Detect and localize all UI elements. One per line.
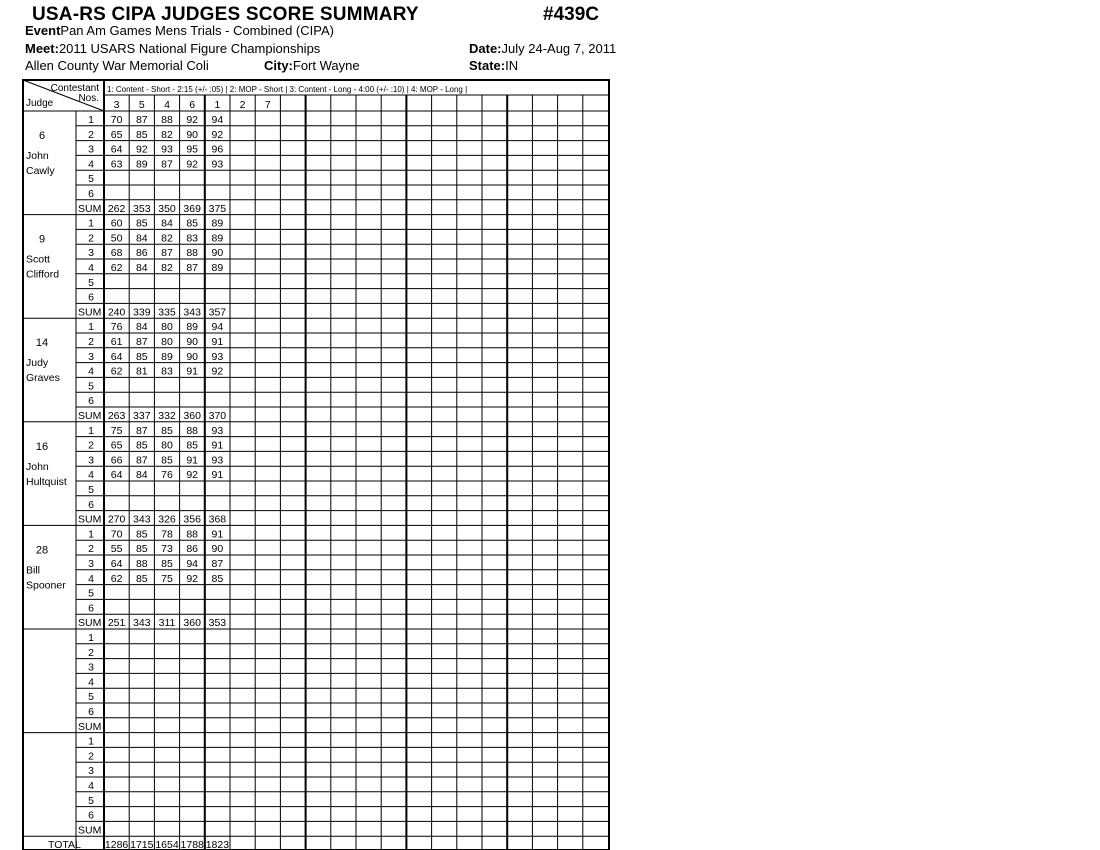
score-cell: 83: [186, 232, 199, 245]
score-cell: 90: [186, 336, 199, 348]
sum-label: SUM: [78, 202, 102, 215]
sum-cell: 356: [183, 513, 201, 526]
sum-cell: 350: [158, 202, 176, 215]
criterion-label: 4: [88, 780, 94, 792]
criterion-label: 2: [88, 543, 94, 556]
criteria-legend: 1: Content - Short - 2:15 (+/- :05) | 2: MOP - Short | 3: Content - Long - 4:00 (+/- :10) | 4: MOP - Long |: [107, 85, 468, 94]
criterion-label: 6: [88, 706, 94, 718]
score-cell: 92: [135, 143, 148, 156]
sum-label: SUM: [78, 410, 102, 422]
score-cell: 55: [110, 543, 123, 556]
score-cell: 87: [161, 158, 173, 171]
criterion-label: 1: [88, 424, 94, 437]
sum-cell: 332: [158, 410, 176, 422]
score-cell: 78: [161, 528, 173, 541]
score-cell: 50: [110, 232, 123, 245]
date-value: July 24-Aug 7, 2011: [501, 41, 617, 56]
sum-cell: 375: [208, 202, 227, 215]
judge-number: 28: [35, 544, 49, 557]
score-cell: 84: [135, 232, 148, 245]
score-cell: 85: [161, 558, 173, 570]
score-cell: 87: [135, 454, 148, 467]
sum-cell: 263: [107, 410, 126, 422]
score-cell: 62: [110, 365, 123, 378]
score-cell: 85: [135, 350, 148, 363]
criterion-label: 2: [88, 232, 94, 245]
criterion-label: 6: [88, 498, 94, 511]
criterion-label: 2: [88, 646, 94, 659]
criterion-label: 4: [88, 158, 94, 171]
criterion-label: 6: [88, 602, 94, 615]
score-cell: 64: [110, 558, 123, 570]
score-cell: 85: [211, 572, 224, 585]
sum-label: SUM: [78, 720, 102, 733]
sum-cell: 339: [133, 306, 151, 319]
sum-cell: 335: [158, 306, 176, 319]
sum-cell: 343: [183, 306, 201, 319]
criterion-label: 6: [88, 291, 94, 304]
score-cell: 89: [186, 321, 199, 334]
report-number: #439C: [543, 4, 599, 25]
sum-cell: 311: [158, 617, 176, 630]
criterion-label: 3: [88, 350, 94, 363]
score-cell: 93: [211, 158, 224, 171]
criterion-label: 1: [88, 735, 94, 748]
sum-label: SUM: [78, 513, 102, 526]
score-cell: 85: [135, 543, 148, 556]
city-value: Fort Wayne: [292, 58, 360, 73]
judge-first-name: John: [26, 460, 49, 473]
score-cell: 91: [211, 439, 224, 452]
state-label: State:: [469, 58, 506, 73]
score-cell: 93: [161, 143, 173, 156]
criterion-label: 3: [88, 661, 94, 674]
score-cell: 61: [110, 336, 123, 348]
criterion-label: 3: [88, 143, 94, 156]
score-cell: 86: [135, 247, 148, 260]
score-cell: 89: [161, 350, 173, 363]
judge-number: 9: [38, 233, 46, 246]
score-cell: 75: [161, 572, 173, 585]
judge-first-name: Scott: [26, 253, 50, 266]
sum-cell: 369: [183, 202, 201, 215]
score-cell: 63: [110, 158, 123, 171]
score-cell: 87: [135, 336, 148, 348]
sum-label: SUM: [78, 306, 102, 319]
score-cell: 62: [110, 262, 123, 274]
score-cell: 87: [211, 558, 224, 570]
sum-cell: 353: [133, 202, 151, 215]
total-cell: 1654: [155, 839, 179, 850]
score-cell: 85: [161, 454, 173, 467]
event-value: Pan Am Games Mens Trials - Combined (CIPA): [60, 23, 334, 38]
score-cell: 94: [211, 114, 224, 126]
criterion-label: 5: [88, 484, 94, 496]
score-cell: 91: [186, 365, 199, 378]
score-cell: 88: [186, 424, 199, 437]
score-cell: 65: [110, 128, 123, 141]
score-cell: 85: [186, 217, 199, 230]
sum-cell: 343: [133, 513, 151, 526]
score-cell: 84: [135, 469, 148, 482]
score-cell: 89: [211, 232, 224, 245]
criterion-label: 1: [88, 321, 94, 334]
criterion-label: 5: [88, 380, 94, 393]
score-cell: 85: [135, 572, 148, 585]
score-cell: 84: [161, 217, 173, 230]
score-cell: 90: [186, 128, 199, 141]
criterion-label: 2: [88, 128, 94, 141]
score-cell: 68: [110, 247, 123, 260]
score-cell: 81: [135, 365, 148, 378]
score-cell: 92: [211, 128, 224, 141]
score-cell: 91: [186, 454, 199, 467]
sum-cell: 240: [107, 306, 126, 319]
score-cell: 92: [211, 365, 224, 378]
nos-header: Nos.: [78, 93, 99, 104]
score-cell: 90: [211, 247, 224, 260]
score-cell: 89: [211, 217, 224, 230]
score-cell: 66: [110, 454, 123, 467]
score-cell: 65: [110, 439, 123, 452]
score-cell: 94: [211, 321, 224, 334]
criterion-label: 4: [88, 262, 94, 274]
score-cell: 83: [161, 365, 173, 378]
score-cell: 76: [110, 321, 123, 334]
score-cell: 93: [211, 350, 224, 363]
score-cell: 89: [135, 158, 148, 171]
score-cell: 60: [110, 217, 123, 230]
score-cell: 87: [135, 424, 148, 437]
score-cell: 86: [186, 543, 199, 556]
score-cell: 94: [186, 558, 199, 570]
score-cell: 64: [110, 469, 123, 482]
venue-value: Allen County War Memorial Coli: [25, 58, 209, 73]
judge-first-name: John: [26, 150, 49, 162]
score-cell: 91: [211, 528, 224, 541]
score-cell: 87: [135, 114, 148, 126]
score-cell: 80: [161, 439, 173, 452]
total-label: TOTAL: [48, 839, 81, 850]
total-cell: 1823: [205, 839, 230, 850]
score-cell: 70: [110, 114, 123, 126]
score-cell: 92: [186, 158, 199, 171]
score-cell: 88: [186, 247, 199, 260]
score-cell: 75: [110, 424, 123, 437]
judge-number: 6: [38, 130, 46, 142]
criterion-label: 5: [88, 173, 94, 186]
contestant-number: 7: [264, 99, 271, 111]
score-cell: 82: [161, 262, 173, 274]
criterion-label: 3: [88, 765, 94, 778]
score-cell: 82: [161, 232, 173, 245]
meet-label: Meet:: [25, 41, 59, 56]
score-cell: 88: [135, 558, 148, 570]
score-cell: 73: [161, 543, 173, 556]
contestant-number: 4: [164, 99, 170, 111]
city-label: City:: [264, 58, 293, 73]
score-cell: 85: [135, 217, 148, 230]
judge-last-name: Clifford: [26, 268, 60, 281]
score-cell: 90: [186, 350, 199, 363]
criterion-label: 4: [88, 365, 94, 378]
score-cell: 87: [161, 247, 173, 260]
date-label: Date:: [469, 41, 502, 56]
criterion-label: 1: [88, 217, 94, 230]
sum-cell: 353: [208, 617, 227, 630]
score-cell: 92: [186, 469, 199, 482]
score-cell: 87: [186, 262, 199, 274]
contestant-number: 1: [214, 99, 221, 111]
total-cell: 1715: [130, 839, 154, 850]
judge-header: Judge: [26, 98, 54, 109]
judge-first-name: Bill: [26, 564, 41, 577]
sum-cell: 343: [133, 617, 151, 630]
sum-cell: 337: [133, 410, 151, 422]
score-cell: 91: [211, 469, 224, 482]
sum-cell: 360: [183, 617, 201, 630]
state-value: IN: [505, 58, 519, 73]
score-cell: 70: [110, 528, 123, 541]
score-cell: 80: [161, 321, 173, 334]
criterion-label: 1: [88, 114, 94, 126]
judge-last-name: Cawly: [26, 165, 55, 177]
score-cell: 84: [135, 321, 148, 334]
score-cell: 91: [211, 336, 224, 348]
criterion-label: 6: [88, 188, 94, 200]
criterion-label: 5: [88, 276, 94, 289]
judge-first-name: Judy: [26, 357, 49, 370]
score-cell: 76: [161, 469, 173, 482]
contestant-header: Contestant: [50, 83, 99, 94]
criterion-label: 5: [88, 691, 94, 704]
score-cell: 95: [186, 143, 199, 156]
score-cell: 88: [161, 114, 173, 126]
sum-cell: 251: [107, 617, 126, 630]
score-cell: 96: [211, 143, 224, 156]
score-cell: 64: [110, 350, 123, 363]
score-cell: 85: [186, 439, 199, 452]
score-cell: 82: [161, 128, 173, 141]
criterion-label: 6: [88, 809, 94, 822]
sum-cell: 262: [107, 202, 126, 215]
criterion-label: 2: [88, 750, 94, 763]
score-cell: 85: [135, 128, 148, 141]
judge-last-name: Hultquist: [26, 475, 67, 488]
score-cell: 80: [161, 336, 173, 348]
score-cell: 85: [135, 528, 148, 541]
criterion-label: 4: [88, 572, 94, 585]
sum-cell: 360: [183, 410, 201, 422]
score-cell: 90: [211, 543, 224, 556]
score-cell: 93: [211, 454, 224, 467]
judge-number: 14: [35, 337, 49, 350]
score-cell: 85: [135, 439, 148, 452]
score-cell: 85: [161, 424, 173, 437]
judge-number: 16: [35, 440, 49, 453]
contestant-number: 5: [138, 99, 145, 111]
contestant-number: 2: [239, 99, 246, 111]
criterion-label: 6: [88, 395, 94, 408]
sum-cell: 326: [158, 513, 176, 526]
score-cell: 92: [186, 114, 199, 126]
total-cell: 1788: [180, 839, 204, 850]
report-title: USA-RS CIPA JUDGES SCORE SUMMARY: [32, 4, 419, 25]
sum-cell: 368: [208, 513, 227, 526]
contestant-number: 6: [189, 99, 196, 111]
criterion-label: 4: [88, 676, 94, 689]
score-cell: 62: [110, 572, 123, 585]
sum-cell: 370: [208, 410, 227, 422]
criterion-label: 1: [88, 632, 94, 644]
criterion-label: 5: [88, 587, 94, 600]
criterion-label: 3: [88, 247, 94, 260]
sum-label: SUM: [78, 617, 102, 630]
meet-value: 2011 USARS National Figure Championships: [58, 41, 321, 56]
judge-last-name: Graves: [26, 372, 60, 385]
criterion-label: 3: [88, 558, 94, 570]
criterion-label: 1: [88, 528, 94, 541]
score-cell: 93: [211, 424, 224, 437]
contestant-number: 3: [113, 99, 120, 111]
criterion-label: 5: [88, 794, 94, 807]
score-cell: 84: [135, 262, 148, 274]
score-cell: 88: [186, 528, 199, 541]
total-cell: 1286: [104, 839, 129, 850]
criterion-label: 2: [88, 336, 94, 348]
sum-cell: 357: [208, 306, 227, 319]
score-cell: 92: [186, 572, 199, 585]
judge-last-name: Spooner: [26, 579, 66, 592]
criterion-label: 2: [88, 439, 94, 452]
criterion-label: 3: [88, 454, 94, 467]
sum-cell: 270: [107, 513, 126, 526]
event-label: Event: [25, 23, 61, 38]
sum-label: SUM: [78, 824, 102, 837]
score-cell: 89: [211, 262, 224, 274]
criterion-label: 4: [88, 469, 94, 482]
score-cell: 64: [110, 143, 123, 156]
